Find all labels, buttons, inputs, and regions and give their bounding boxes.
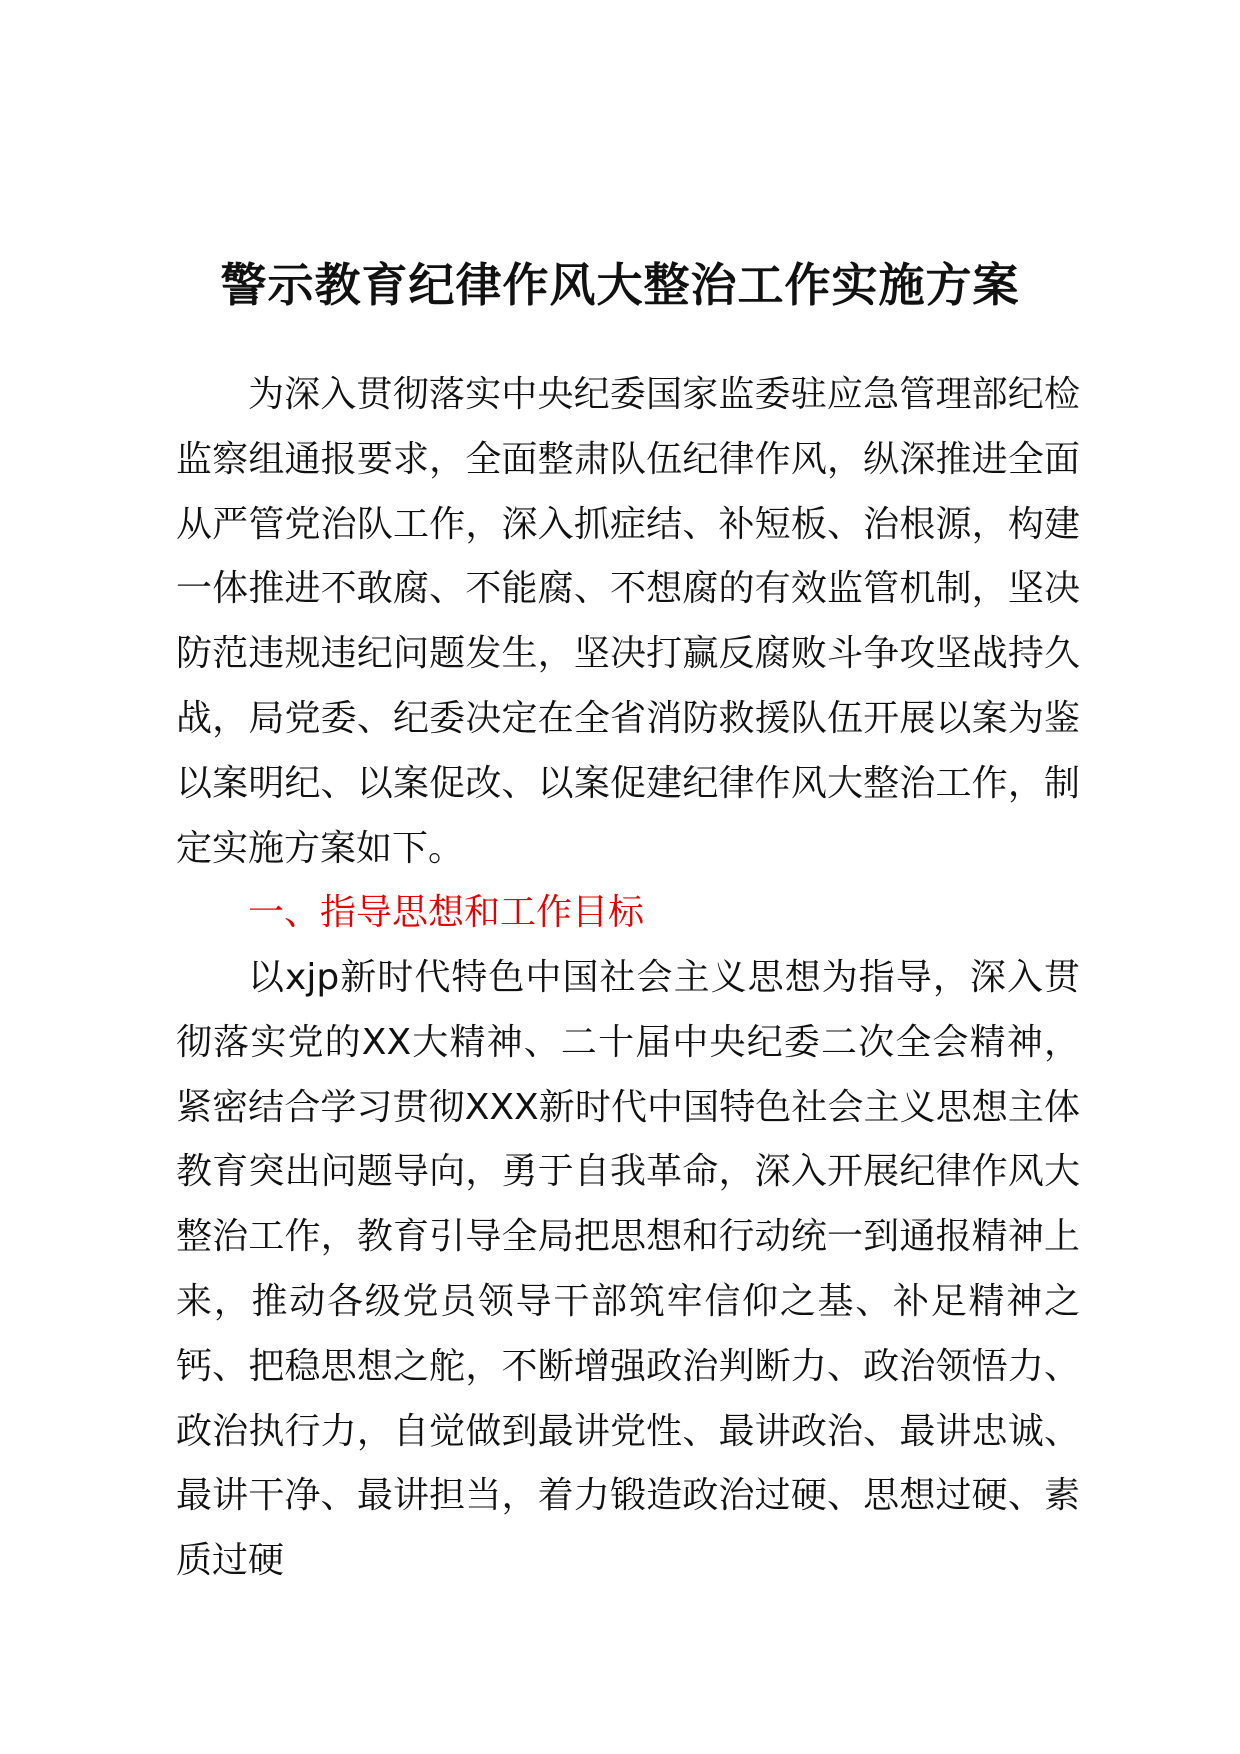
guiding-ideology-paragraph: 以xjp新时代特色中国社会主义思想为指导，深入贯彻落实党的XX大精神、二十届中央纪委二次全会精神，紧密结合学习贯彻XXX新时代中国特色社会主义思想主体教育突出问题导向，勇于自我革命，深入开展纪律作风大整治工作，教育引导全局把思想和行动统一到通报精神上来，推动各级党员领导干部筑牢信仰之基、补足精神之钙、把稳思想之舵，不断增强政治判断力、政治领悟力、政治执行力，自觉做到最讲党性、最讲政治、最讲忠诚、最讲干净、最讲担当，着力锻造政治过硬、思想过硬、素质过硬 bbox=[176, 957, 1080, 1582]
section-heading: 一、指导思想和工作目标 bbox=[248, 892, 645, 933]
intro-paragraph: 为深入贯彻落实中央纪委国家监委驻应急管理部纪检监察组通报要求，全面整肃队伍纪律作风，纵深推进全面从严管党治队工作，深入抓症结、补短板、治根源，构建一体推进不敢腐、不能腐、不想腐的有效监管机制，坚决防范违规违纪问题发生，坚决打赢反腐败斗争攻坚战持久战，局党委、纪委决定在全省消防救援队伍开展以案为鉴以案明纪、以案促改、以案促建纪律作风大整治工作，制定实施方案如下。 bbox=[176, 374, 1080, 869]
document-title: 警示教育纪律作风大整治工作实施方案 bbox=[220, 258, 1020, 312]
